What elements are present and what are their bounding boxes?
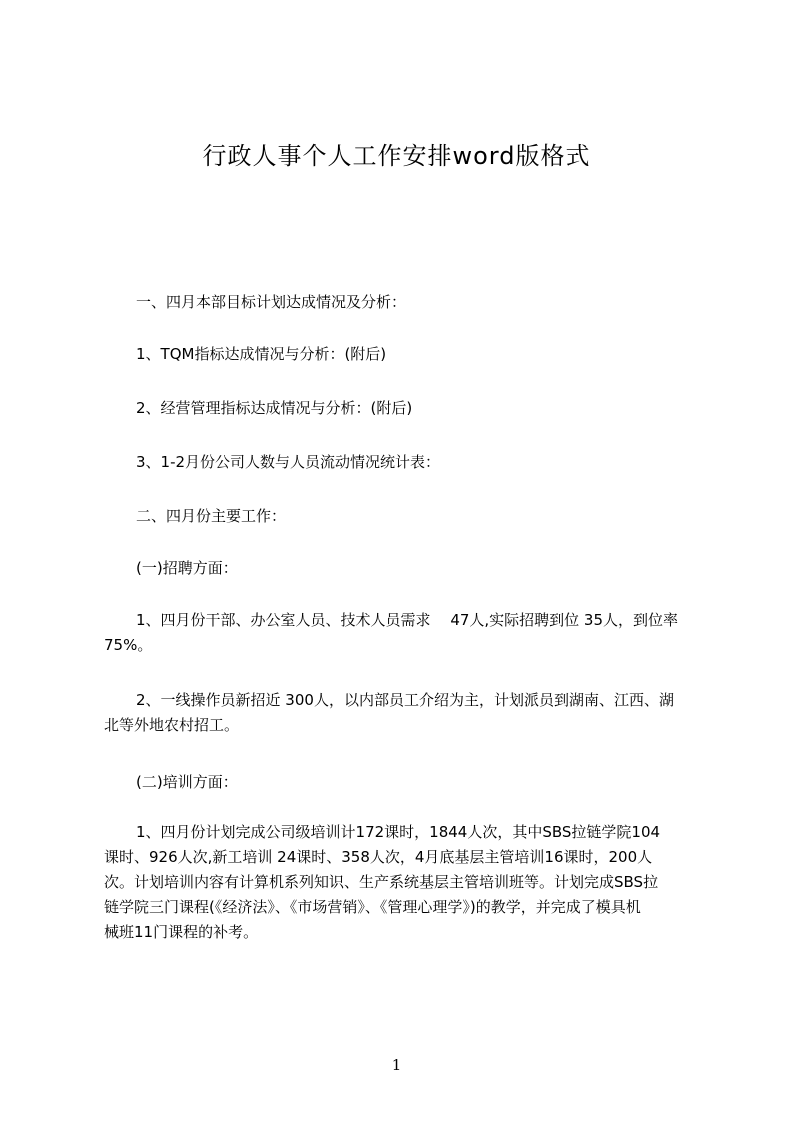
training-paragraph-1 xyxy=(104,820,710,945)
subheading-training: (二)培训方面： xyxy=(136,773,238,791)
page-number: 1 xyxy=(391,1056,402,1074)
list-item-management: 2、经营管理指标达成情况与分析：(附后) xyxy=(136,399,413,417)
section-heading-1: 一、四月本部目标计划达成情况及分析： xyxy=(136,293,407,311)
recruitment-paragraph-2 xyxy=(104,688,710,738)
section-heading-2: 二、四月份主要工作： xyxy=(136,507,287,525)
list-item-headcount: 3、1-2月份公司人数与人员流动情况统计表： xyxy=(136,453,441,471)
paragraph-line: 2、一线操作员新招近 300人，以内部员工介绍为主，计划派员到湖南、江西、湖 xyxy=(136,691,674,709)
document-title: 行政人事个人工作安排word版格式 xyxy=(202,142,591,170)
list-item-tqm: 1、TQM指标达成情况与分析：(附后) xyxy=(136,345,387,363)
paragraph-line: 链学院三门课程(《经济法》、《市场营销》、《管理心理学》)的教学，并完成了模具机 xyxy=(104,898,641,916)
paragraph-line: 1、四月份计划完成公司级培训计172课时，1844人次，其中SBS拉链学院104 xyxy=(136,823,661,841)
paragraph-line: 械班11门课程的补考。 xyxy=(104,923,259,941)
paragraph-line: 次。计划培训内容有计算机系列知识、生产系统基层主管培训班等。计划完成SBS拉 xyxy=(104,873,659,891)
paragraph-line: 课时、926人次,新工培训 24课时、358人次，4月底基层主管培训16课时，200人 xyxy=(104,848,653,866)
recruitment-paragraph-1 xyxy=(104,608,710,658)
paragraph-line: 75%。 xyxy=(104,636,153,654)
subheading-recruitment: (一)招聘方面： xyxy=(136,559,238,577)
paragraph-line: 北等外地农村招工。 xyxy=(104,716,240,734)
paragraph-line: 1、四月份干部、办公室人员、技术人员需求 47人,实际招聘到位 35人，到位率 xyxy=(136,611,679,629)
